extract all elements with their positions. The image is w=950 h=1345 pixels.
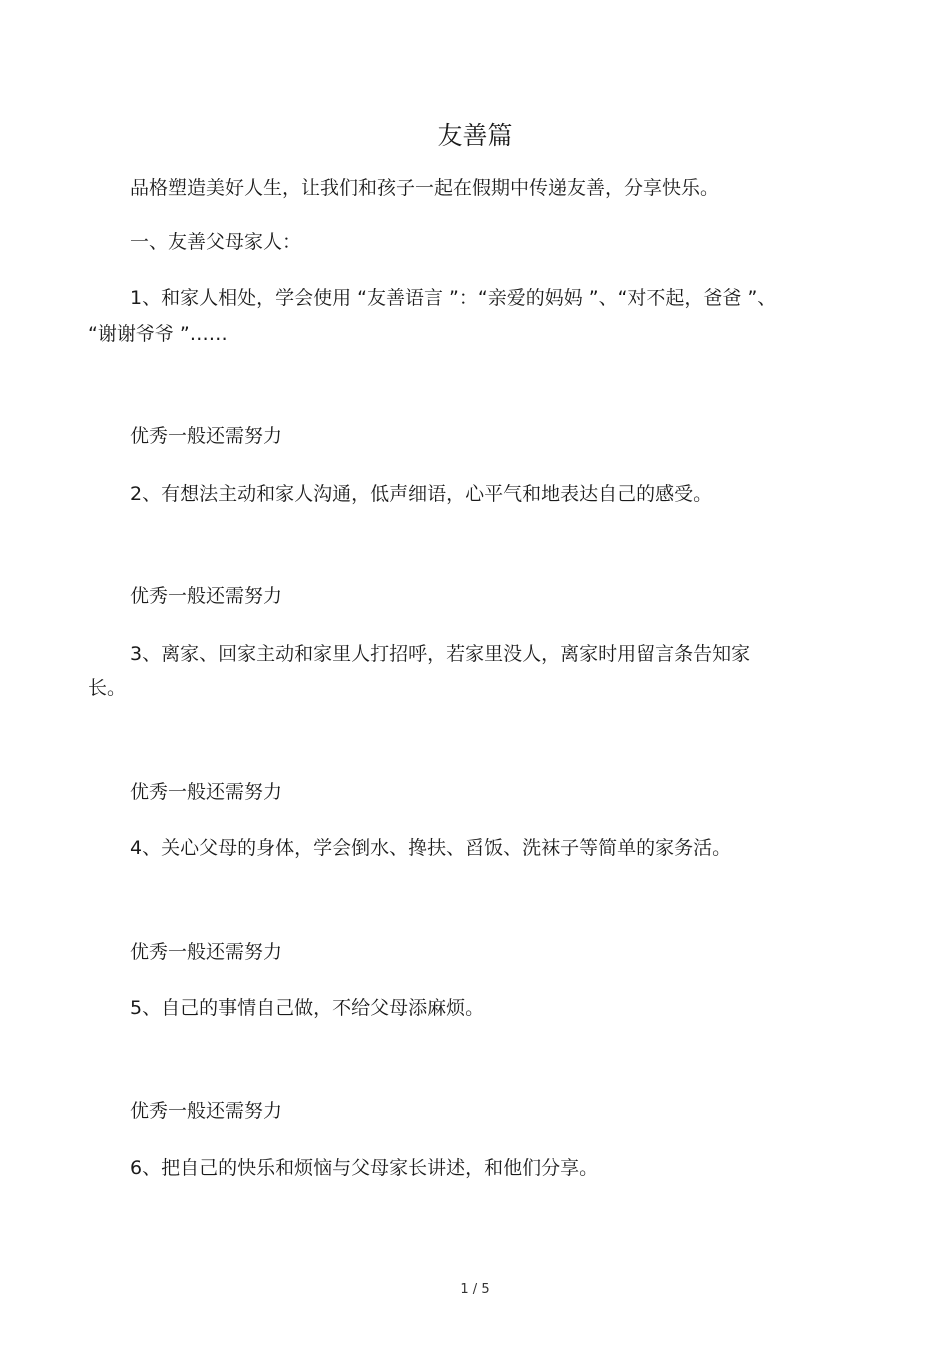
section-heading: 一、友善父母家人： — [130, 231, 302, 253]
list-item-1-text: 1、和家人相处，学会使用 “友善语言 ”：“亲爱的妈妈 ”、“对不起，爸爸 ”、 — [130, 287, 777, 309]
list-item-3-text: 3、离家、回家主动和家里人打招呼，若家里没人，离家时用留言条告知家 — [130, 643, 751, 665]
page-title: 友善篇 — [437, 121, 513, 150]
list-item-5-rating: 优秀一般还需努力 — [130, 1100, 283, 1122]
list-item-3-rating: 优秀一般还需努力 — [130, 781, 283, 803]
list-item-1-rating: 优秀一般还需努力 — [130, 425, 283, 447]
list-item-1-text-continued: “谢谢爷爷 ”…… — [88, 323, 228, 345]
list-item-3-text-continued: 长。 — [88, 677, 127, 699]
list-item-2-rating: 优秀一般还需努力 — [130, 585, 283, 607]
list-item-6-text: 6、把自己的快乐和烦恼与父母家长讲述，和他们分享。 — [130, 1157, 599, 1179]
list-item-5-text: 5、自己的事情自己做，不给父母添麻烦。 — [130, 997, 485, 1019]
list-item-2-text: 2、有想法主动和家人沟通，低声细语，心平气和地表达自己的感受。 — [130, 483, 713, 505]
intro-paragraph: 品格塑造美好人生，让我们和孩子一起在假期中传递友善，分享快乐。 — [130, 177, 720, 199]
page-number: 1 / 5 — [460, 1282, 490, 1297]
list-item-4-rating: 优秀一般还需努力 — [130, 941, 283, 963]
list-item-4-text: 4、关心父母的身体，学会倒水、搀扶、舀饭、洗袜子等简单的家务活。 — [130, 837, 732, 859]
